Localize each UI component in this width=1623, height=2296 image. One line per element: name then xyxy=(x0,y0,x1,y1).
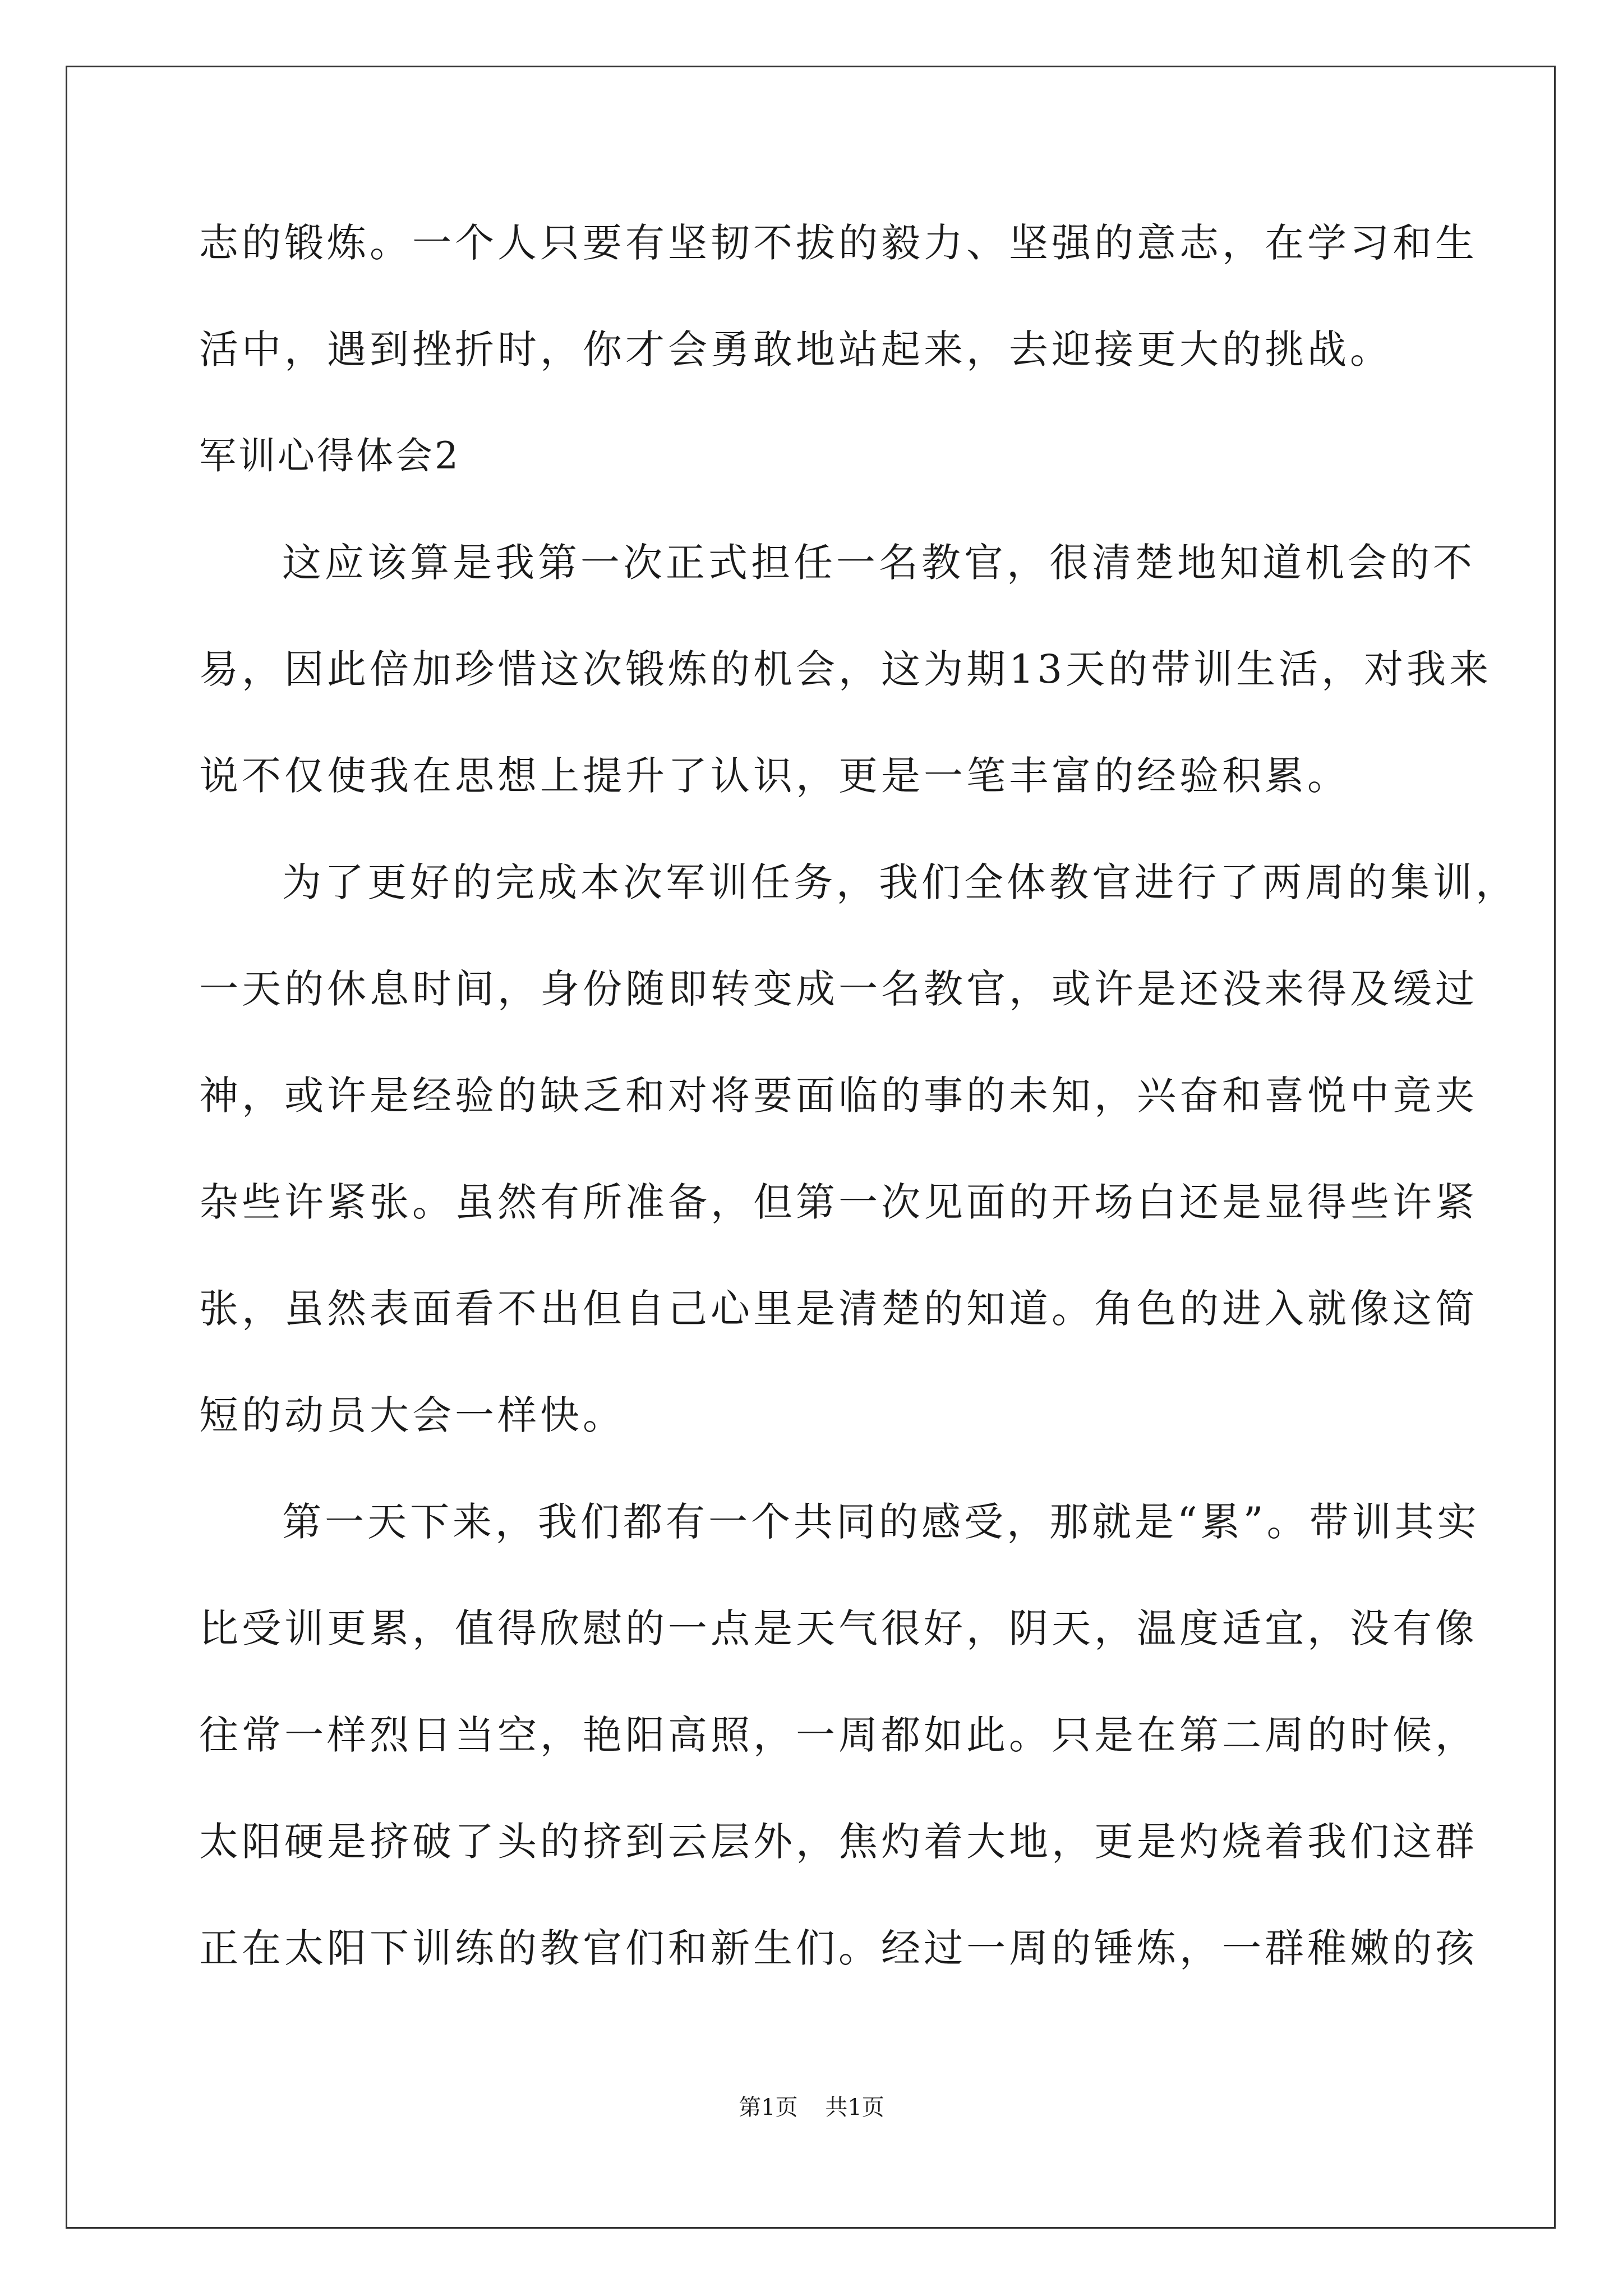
text-line: 比受训更累，值得欣慰的一点是天气很好，阴天，温度适宜，没有像 xyxy=(199,1605,1478,1651)
text-line: 志的锻炼。一个人只要有坚韧不拔的毅力、坚强的意志，在学习和生 xyxy=(199,220,1478,266)
page-number: 第1页 xyxy=(739,2095,798,2120)
text-line: 活中，遇到挫折时，你才会勇敢地站起来，去迎接更大的挑战。 xyxy=(199,326,1393,372)
text-line: 杂些许紧张。虽然有所准备，但第一次见面的开场白还是显得些许紧 xyxy=(199,1179,1478,1225)
text-line: 为了更好的完成本次军训任务，我们全体教官进行了两周的集训， xyxy=(282,859,1518,905)
page-footer xyxy=(0,2093,1623,2122)
text-line: 这应该算是我第一次正式担任一名教官，很清楚地知道机会的不 xyxy=(282,540,1476,586)
text-line: 往常一样烈日当空，艳阳高照，一周都如此。只是在第二周的时候， xyxy=(199,1712,1478,1758)
page-border xyxy=(66,66,1556,2229)
text-line: 太阳硬是挤破了头的挤到云层外，焦灼着大地，更是灼烧着我们这群 xyxy=(199,1819,1478,1865)
section-heading: 军训心得体会2 xyxy=(199,434,460,477)
text-line: 一天的休息时间，身份随即转变成一名教官，或许是还没来得及缓过 xyxy=(199,966,1478,1012)
text-line: 第一天下来，我们都有一个共同的感受，那就是“累”。带训其实 xyxy=(282,1499,1480,1545)
text-line: 易，因此倍加珍惜这次锻炼的机会，这为期13天的带训生活，对我来 xyxy=(199,646,1492,692)
text-line: 神，或许是经验的缺乏和对将要面临的事的未知，兴奋和喜悦中竟夹 xyxy=(199,1073,1478,1119)
text-line: 说不仅使我在思想上提升了认识，更是一笔丰富的经验积累。 xyxy=(199,753,1350,799)
text-line: 张，虽然表面看不出但自己心里是清楚的知道。角色的进入就像这简 xyxy=(199,1286,1478,1332)
text-line: 短的动员大会一样快。 xyxy=(199,1392,625,1438)
text-line: 正在太阳下训练的教官们和新生们。经过一周的锤炼，一群稚嫩的孩 xyxy=(199,1925,1478,1971)
page-total: 共1页 xyxy=(825,2095,884,2120)
